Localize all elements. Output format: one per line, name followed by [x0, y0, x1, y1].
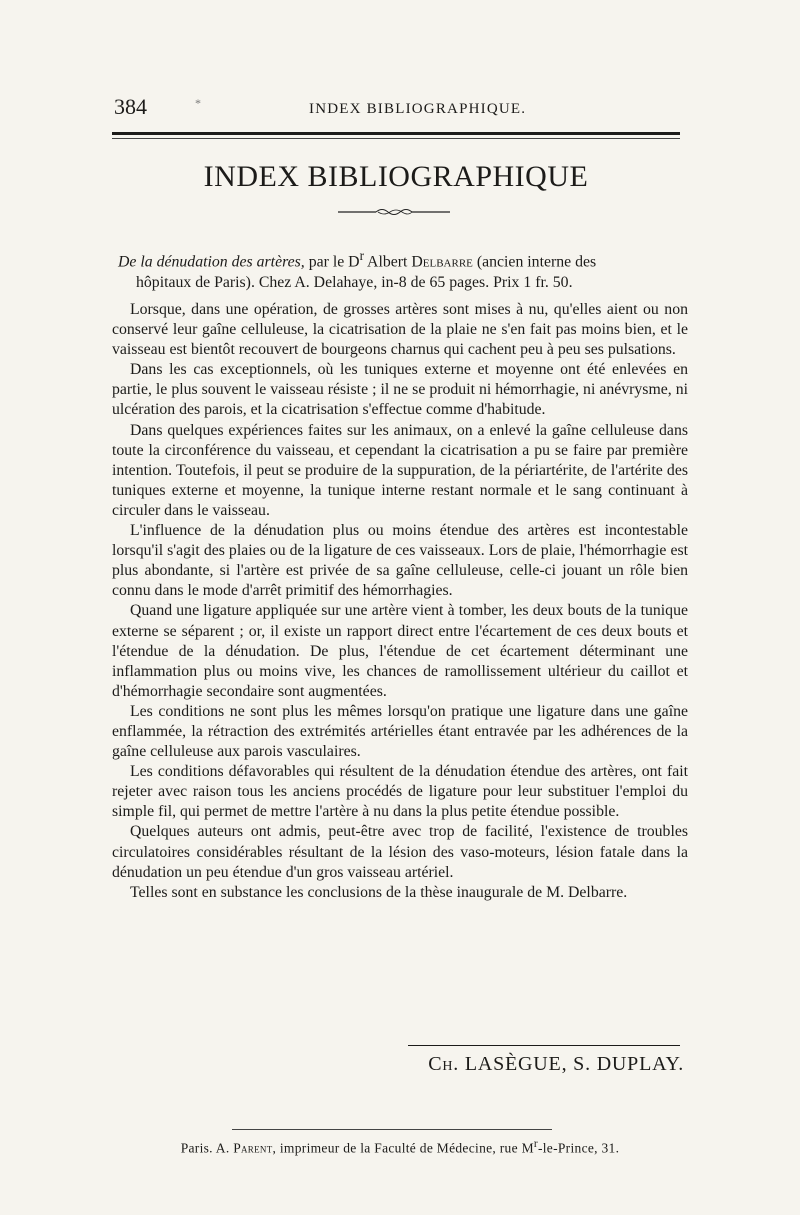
paragraph: L'influence de la dénudation plus ou moins étendue des artères est incontestable lorsqu'il s'agit des plaies ou de la ligature de ces vaisseaux. Lors de plaie, l'hémorrhagie est plus abondante, si l'artère est privée de sa gaîne celluleuse, celle-ci jouant un rôle bien connu dans le mode d'arrêt primitif des hémorrhagies. [112, 522, 688, 600]
bibliographic-reference [118, 245, 686, 293]
signature-names: LASÈGUE, S. DUPLAY. [459, 1053, 684, 1075]
running-title: INDEX BIBLIOGRAPHIQUE. [309, 101, 527, 117]
header-rule-thick [112, 132, 680, 135]
author-first: Albert [363, 253, 412, 271]
signature [428, 1053, 684, 1076]
paragraph: Les conditions ne sont plus les mêmes lorsqu'on pratique une ligature dans une gaîne enflammée, la rétraction des extrémités artérielles étant entravée par les adhérences de la gaîne celluleuse aux parois vasculaires. [112, 702, 688, 761]
section-title: INDEX BIBLIOGRAPHIQUE [203, 160, 589, 193]
work-title: De la dénudation des artères, [118, 253, 305, 271]
author-last: Delbarre [411, 253, 473, 271]
reference-line1-rest: (ancien interne des [472, 253, 597, 271]
signature-prefix: Ch. [428, 1053, 460, 1075]
paragraph: Lorsque, dans une opération, de grosses artères sont mises à nu, qu'elles aient ou non conservé leur gaîne celluleuse, la cicatrisation de la plaie ne s'en fait pas moins bien, et le vaisseau est bientôt recouvert de bourgeons charnus qui cachent peu à peu ses pulsations. [112, 301, 688, 359]
signature-rule [408, 1045, 680, 1046]
reference-by: par le D [304, 253, 360, 271]
paragraph: Quelques auteurs ont admis, peut-être avec trop de facilité, l'existence de troubles circulatoires considérables résultant de la lésion des vaso-moteurs, lésion fatale dans la dénudation un peu étendue d'un gros vaisseau artériel. [112, 823, 688, 881]
reference-by-sup: r [359, 248, 364, 263]
imprint-rule [232, 1129, 552, 1130]
imprint-end: -le-Prince, 31. [537, 1140, 620, 1156]
review-body [112, 300, 688, 903]
imprint-sup: r [533, 1138, 538, 1150]
paragraph: Les conditions défavorables qui résultent de la dénudation étendue des artères, ont fait rejeter avec raison tous les anciens procédés de ligature pour leur substituer l'emploi du simple fil, qui permet de mettre l'artère à nu dans la plus petite étendue possible. [112, 763, 688, 821]
paragraph: Telles sont en substance les conclusions de la thèse inaugurale de M. Delbarre. [130, 883, 628, 901]
paragraph: Quand une ligature appliquée sur une artère vient à tomber, les deux bouts de la tunique externe se séparent ; or, il existe un rapport direct entre l'écartement de ces deux bouts et l'étendue de la dénudation. De plus, l'étendue de cet écartement déterminant une inflammation plus ou moins vive, les chances de ramollissement ultérieur du caillot et d'hémorrhagie secondaire sont augmentées. [112, 602, 688, 700]
imprint-printer: Parent [233, 1140, 273, 1156]
page-number: 384 [114, 94, 147, 119]
printer-imprint [112, 1138, 688, 1157]
imprint-rest: , imprimeur de la Faculté de Médecine, rue M [272, 1140, 534, 1156]
reference-line-2: hôpitaux de Paris). Chez A. Delahaye, in-8 de 65 pages. Prix 1 fr. 50. [136, 274, 573, 292]
reference-line-1 [118, 245, 686, 272]
imprint-city: Paris. A. [180, 1140, 234, 1156]
paragraph: Dans quelques expériences faites sur les animaux, on a enlevé la gaîne celluleuse dans toute la circonférence du vaisseau, et cependant la cicatrisation a pu se faire par première intention. Toutefois, il peut se produire de la suppuration, de la périartérite, de l'artérite des tuniques externe et moyenne, la tunique interne restant normale et le sang continuant à circuler dans le vaisseau. [112, 421, 688, 519]
ornament-divider-icon [338, 206, 450, 218]
ink-smudge: * [195, 96, 201, 110]
header-rule-thin [112, 138, 680, 139]
paragraph: Dans les cas exceptionnels, où les tuniques externe et moyenne ont été enlevées en partie, le plus souvent le vaisseau résiste ; il ne se produit ni hémorrhagie, ni anévrysme, ni ulcération des parois, et la cicatrisation s'effectue comme d'habitude. [112, 361, 688, 419]
